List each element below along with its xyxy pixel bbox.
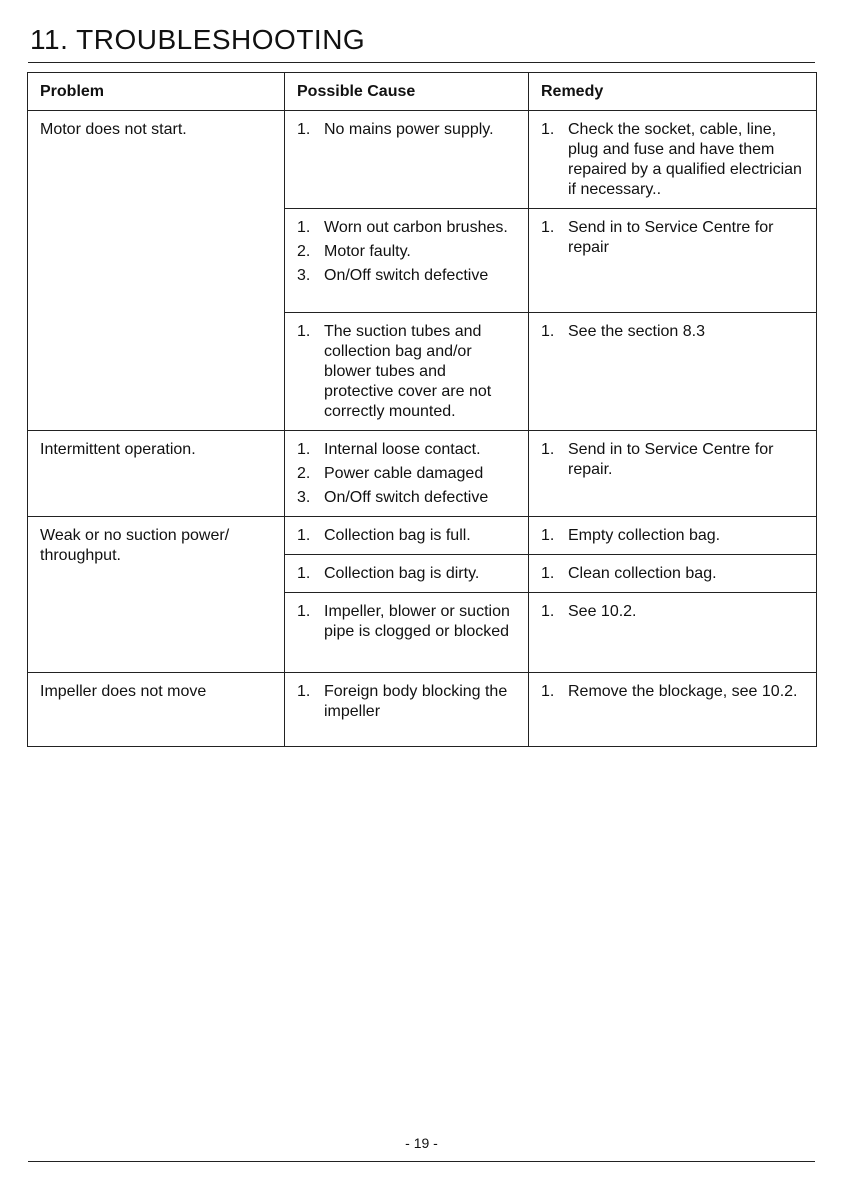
cause-list <box>297 682 516 722</box>
cause-item <box>297 682 516 722</box>
item-number: 2. <box>297 465 311 482</box>
cause-item <box>297 266 516 286</box>
troubleshooting-table <box>27 72 817 747</box>
item-text: On/Off switch defective <box>324 489 489 506</box>
remedy-cell <box>529 673 817 747</box>
remedy-cell <box>529 209 817 313</box>
item-text: Collection bag is dirty. <box>324 565 480 582</box>
remedy-item <box>541 120 804 200</box>
item-number: 1. <box>297 441 311 458</box>
possible-cause-cell <box>285 209 529 313</box>
item-number: 1. <box>297 121 311 138</box>
possible-cause-cell <box>285 593 529 673</box>
remedy-list <box>541 120 804 200</box>
problem-cell: Weak or no suction power/ throughput. <box>28 517 285 673</box>
item-text: Empty collection bag. <box>568 527 721 544</box>
cause-item <box>297 464 516 484</box>
item-text: The suction tubes and collection bag and/or blower tubes and protective cover are not correctly mounted. <box>324 323 492 420</box>
problem-cell: Intermittent operation. <box>28 431 285 517</box>
item-text: Foreign body blocking the impeller <box>324 683 508 720</box>
table-body <box>28 111 817 747</box>
remedy-cell <box>529 111 817 209</box>
remedy-list <box>541 322 804 342</box>
item-text: Remove the blockage, see 10.2. <box>568 683 798 700</box>
item-number: 1. <box>541 603 555 620</box>
remedy-item <box>541 564 804 584</box>
table-row <box>28 111 817 209</box>
remedy-cell <box>529 593 817 673</box>
problem-cell: Impeller does not move <box>28 673 285 747</box>
cause-list <box>297 602 516 642</box>
cause-item <box>297 242 516 262</box>
cause-list <box>297 120 516 140</box>
item-number: 1. <box>541 323 555 340</box>
item-text: Impeller, blower or suction pipe is clogged or blocked <box>324 603 510 640</box>
item-number: 3. <box>297 267 311 284</box>
title-divider <box>28 62 815 63</box>
item-text: No mains power supply. <box>324 121 494 138</box>
remedy-list <box>541 564 804 584</box>
item-number: 1. <box>297 565 311 582</box>
item-number: 1. <box>541 527 555 544</box>
page-number: - 19 - <box>405 1135 438 1151</box>
cause-item <box>297 218 516 238</box>
remedy-item <box>541 440 804 480</box>
cause-list <box>297 218 516 286</box>
remedy-cell <box>529 431 817 517</box>
remedy-item <box>541 218 804 258</box>
cause-item <box>297 440 516 460</box>
footer-divider <box>28 1161 815 1162</box>
problem-cell: Motor does not start. <box>28 111 285 431</box>
remedy-item <box>541 602 804 622</box>
remedy-list <box>541 218 804 258</box>
table-header-row <box>28 73 817 111</box>
table-row <box>28 517 817 555</box>
item-text: Clean collection bag. <box>568 565 717 582</box>
item-text: Internal loose contact. <box>324 441 481 458</box>
item-text: See 10.2. <box>568 603 637 620</box>
item-number: 1. <box>541 565 555 582</box>
remedy-item <box>541 526 804 546</box>
cause-list <box>297 526 516 546</box>
possible-cause-cell <box>285 555 529 593</box>
cause-item <box>297 120 516 140</box>
item-text: Worn out carbon brushes. <box>324 219 508 236</box>
remedy-cell <box>529 555 817 593</box>
item-number: 1. <box>297 219 311 236</box>
cause-list <box>297 440 516 508</box>
table-row <box>28 673 817 747</box>
item-number: 1. <box>541 683 555 700</box>
cause-item <box>297 564 516 584</box>
remedy-list <box>541 440 804 480</box>
item-text: On/Off switch defective <box>324 267 489 284</box>
troubleshooting-table-container <box>27 72 816 747</box>
item-number: 1. <box>541 219 555 236</box>
remedy-item <box>541 322 804 342</box>
remedy-item <box>541 682 804 702</box>
remedy-cell <box>529 313 817 431</box>
remedy-list <box>541 682 804 702</box>
cause-list <box>297 564 516 584</box>
item-number: 1. <box>297 603 311 620</box>
item-number: 1. <box>541 441 555 458</box>
possible-cause-cell <box>285 517 529 555</box>
item-text: Collection bag is full. <box>324 527 471 544</box>
header-problem: Problem <box>28 73 285 111</box>
cause-item <box>297 488 516 508</box>
item-number: 1. <box>541 121 555 138</box>
item-number: 1. <box>297 683 311 700</box>
cause-list <box>297 322 516 422</box>
item-number: 3. <box>297 489 311 506</box>
cause-item <box>297 602 516 642</box>
item-text: See the section 8.3 <box>568 323 705 340</box>
item-text: Send in to Service Centre for repair. <box>568 441 774 478</box>
cause-item <box>297 322 516 422</box>
header-remedy: Remedy <box>529 73 817 111</box>
remedy-cell <box>529 517 817 555</box>
table-row <box>28 431 817 517</box>
remedy-list <box>541 526 804 546</box>
item-number: 1. <box>297 527 311 544</box>
item-text: Check the socket, cable, line, plug and fuse and have them repaired by a qualified electrician if necessary.. <box>568 121 802 198</box>
possible-cause-cell <box>285 313 529 431</box>
header-possible-cause: Possible Cause <box>285 73 529 111</box>
item-text: Send in to Service Centre for repair <box>568 219 774 256</box>
section-title: 11. TROUBLESHOOTING <box>30 24 366 55</box>
possible-cause-cell <box>285 673 529 747</box>
item-number: 1. <box>297 323 311 340</box>
remedy-list <box>541 602 804 622</box>
possible-cause-cell <box>285 431 529 517</box>
item-number: 2. <box>297 243 311 260</box>
possible-cause-cell <box>285 111 529 209</box>
item-text: Motor faulty. <box>324 243 411 260</box>
item-text: Power cable damaged <box>324 465 484 482</box>
cause-item <box>297 526 516 546</box>
